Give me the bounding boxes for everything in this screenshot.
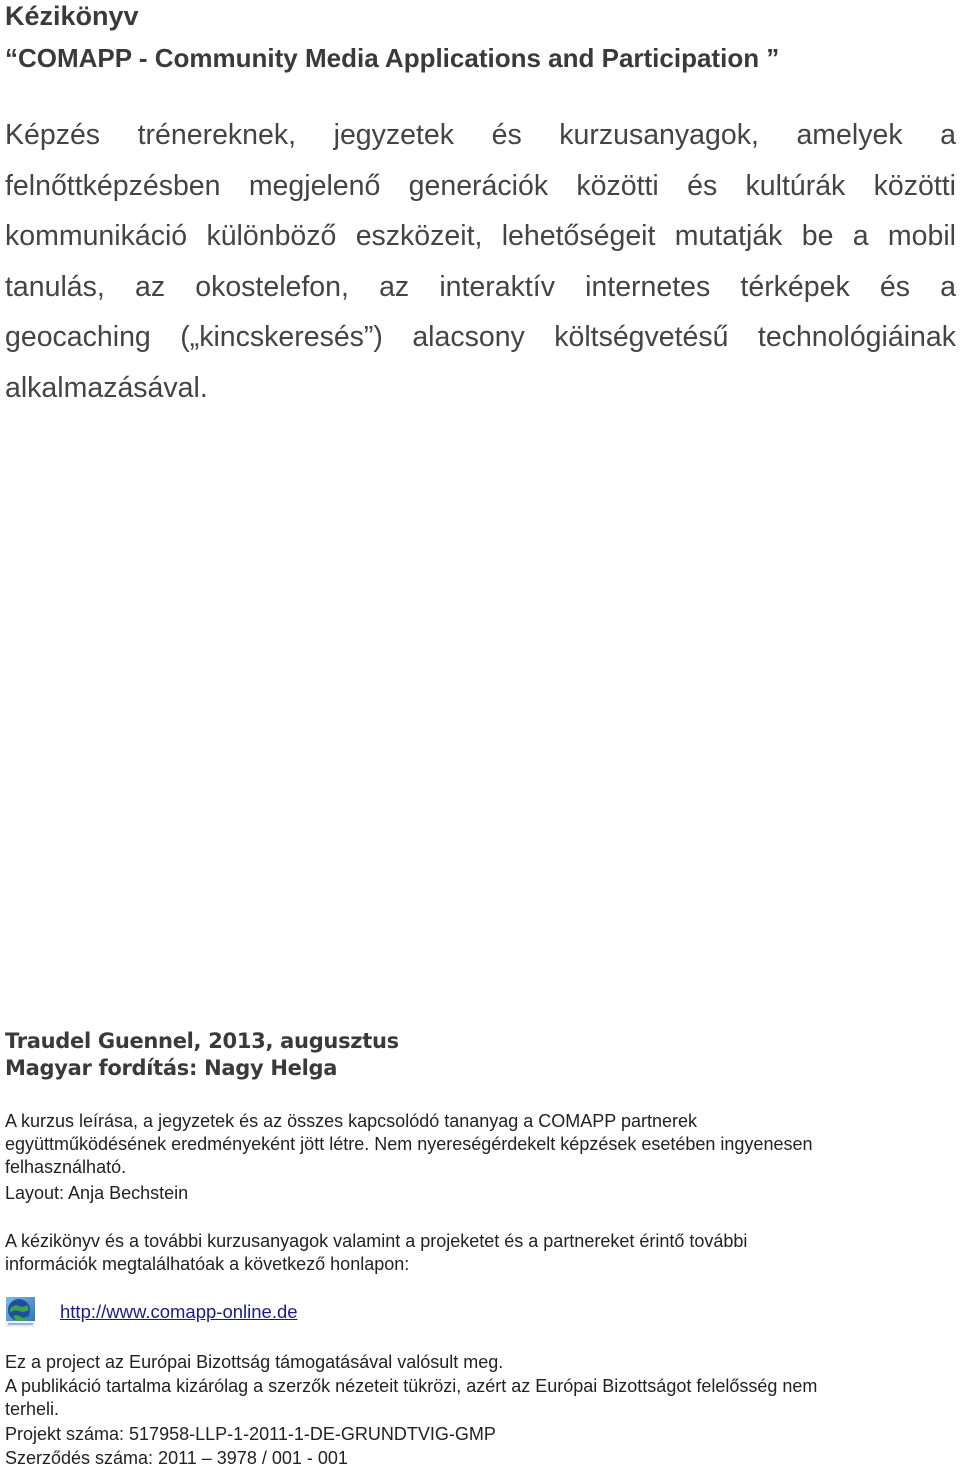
- globe-link-icon: [5, 1296, 36, 1328]
- description-line: A kurzus leírása, a jegyzetek és az összes kapcsolódó tananyag a COMAPP partnerek: [5, 1111, 698, 1131]
- info-line: információk megtalálhatóak a következő honlapon:: [5, 1254, 410, 1274]
- course-description: [5, 1110, 813, 1179]
- project-number: Projekt száma: 517958-LLP-1-2011-1-DE-GRUNDTVIG-GMP: [5, 1424, 496, 1444]
- document-subtitle: “COMAPP - Community Media Applications and Participation ”: [5, 43, 780, 73]
- info-line: A kézikönyv és a további kurzusanyagok valamint a projeketet és a partnereket érintő további: [5, 1231, 748, 1251]
- description-line: együttműködésének eredményeként jött létre. Nem nyereségérdekelt képzések esetében ingyenesen: [5, 1134, 813, 1154]
- disclaimer-line: A publikáció tartalma kizárólag a szerzők nézeteit tükrözi, azért az Európai Bizottságot felelősség nem: [5, 1376, 818, 1396]
- disclaimer-line: terheli.: [5, 1399, 60, 1419]
- intro-line: kommunikáció különböző eszközeit, lehetőségeit mutatják be a mobil: [5, 220, 956, 252]
- intro-paragraph: [5, 110, 956, 413]
- intro-line: felnőttképzésben megjelenő generációk közötti és kultúrák közötti: [5, 169, 956, 202]
- layout-credit: Layout: Anja Bechstein: [5, 1183, 189, 1203]
- intro-line: tanulás, az okostelefon, az interaktív internetes térképek és a: [5, 270, 956, 303]
- translation-credit: Magyar fordítás: Nagy Helga: [5, 1056, 338, 1080]
- credits-block: [5, 1028, 399, 1082]
- description-line: felhasználható.: [5, 1157, 127, 1177]
- website-url-link[interactable]: http://www.comapp-online.de: [60, 1301, 298, 1322]
- disclaimer: [5, 1375, 817, 1421]
- intro-line: alkalmazásával.: [5, 371, 208, 404]
- website-info: [5, 1230, 747, 1276]
- document-title: Kézikönyv: [5, 1, 139, 31]
- intro-line: Képzés trénereknek, jegyzetek és kurzusanyagok, amelyek a: [5, 119, 956, 151]
- funding-statement: Ez a project az Európai Bizottság támogatásával valósult meg.: [5, 1352, 504, 1372]
- contract-number: Szerződés száma: 2011 – 3978 / 001 - 001: [5, 1448, 348, 1468]
- intro-line: geocaching („kincskeresés”) alacsony költségvetésű technológiáinak: [5, 321, 956, 353]
- author-credit: Traudel Guennel, 2013, augusztus: [5, 1029, 399, 1053]
- website-link-row: [5, 1295, 298, 1329]
